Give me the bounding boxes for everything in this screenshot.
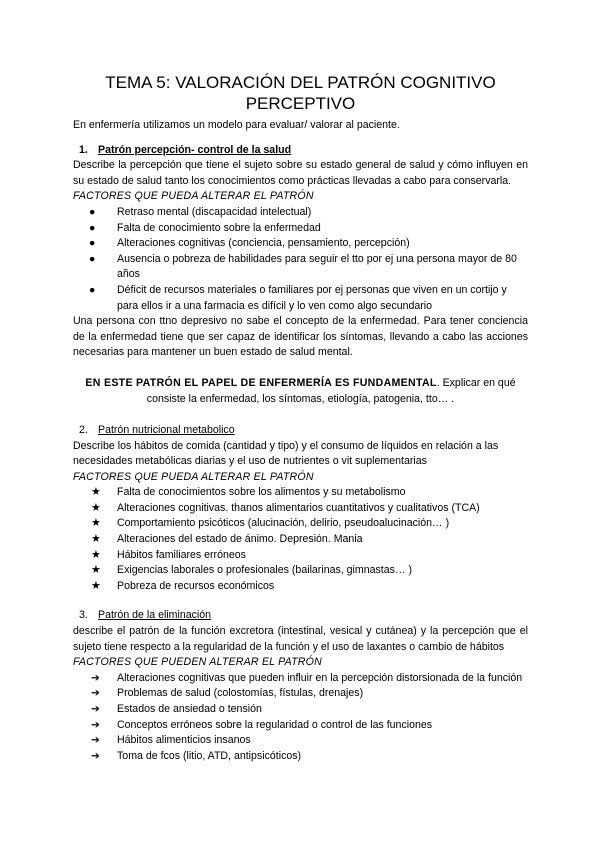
section-3-factors-heading: FACTORES QUE PUEDEN ALTERAR EL PATRÓN: [73, 656, 322, 669]
arrow-icon: ➔: [91, 687, 100, 700]
list-item: ● Ausencia o pobreza de habilidades para seguir el tto por ej una persona mayor de 80 años: [89, 252, 517, 281]
star-icon: ★: [91, 564, 101, 577]
list-item: ★ Alteraciones cognitivas. thanos alimentarios cuantitativos y cualitativos (TCA): [73, 501, 528, 517]
section-1-label: Patrón percepción- control de la salud: [98, 143, 292, 156]
list-item: ★ Alteraciones del estado de ánimo. Depresión. Mania: [73, 532, 528, 548]
section-2-label: Patrón nutricional metabolico: [98, 423, 235, 436]
list-item: ➔ Problemas de salud (colostomías, fístulas, drenajes): [73, 686, 528, 702]
star-icon: ★: [91, 548, 101, 561]
list-item: ★ Falta de conocimientos sobre los alimentos y su metabolismo: [73, 485, 528, 501]
section-2-factors-list: [73, 485, 528, 594]
section-1-description: Describe la percepción que tiene el sujeto sobre su estado general de salud y cómo influyen en su estado de salud tanto los conocimientos como prácticas llevadas a cabo para conservarla.: [73, 159, 528, 187]
bullet-icon: ●: [89, 283, 96, 296]
section-2-factors-heading: FACTORES QUE PUEDA ALTERAR EL PATRÓN: [73, 470, 314, 483]
section-2-heading: [73, 423, 528, 439]
list-item: ➔ Toma de fcos (litio, ATD, antipsicóticos): [73, 749, 528, 765]
title-line-1: TEMA 5: VALORACIÓN DEL PATRÓN COGNITIVO: [105, 73, 496, 92]
section-spacer: [73, 594, 528, 608]
section-1-factors-list: [73, 205, 528, 314]
section-3-number: 3.: [79, 609, 88, 622]
emphasis-bold-text: EN ESTE PATRÓN EL PAPEL DE ENFERMERÍA ES FUNDAMENTAL: [85, 376, 437, 389]
emphasis-rest-text: . Explicar en qué: [436, 376, 516, 389]
title-line-2: PERCEPTIVO: [245, 94, 356, 113]
section-3-description: describe el patrón de la función excretora (intestinal, vesical y cutánea) y la percepción que el sujeto tiene respecto a la regularidad de la función y el uso de laxantes o cambio de hábitos: [73, 625, 528, 653]
intro-paragraph: En enfermería utilizamos un modelo para evaluar/ valorar al paciente.: [73, 119, 400, 131]
arrow-icon: ➔: [91, 671, 100, 684]
bullet-icon: ●: [89, 252, 96, 265]
star-icon: ★: [91, 501, 101, 514]
section-3-heading: [73, 608, 528, 624]
list-item: ● Falta de conocimiento sobre la enfermedad: [73, 221, 528, 237]
bullet-icon: ●: [89, 237, 96, 250]
list-item: ● Déficit de recursos materiales o familiares por ej personas que viven en un cortijo y para ellos ir a una farmacia es difícil y lo ven como algo secundario: [89, 283, 507, 312]
section-2-number: 2.: [79, 423, 88, 436]
star-icon: ★: [91, 533, 101, 546]
emphasis-line-2: consiste la enfermedad, los síntomas, etiología, patogenia, tto… .: [146, 392, 455, 405]
list-item: ★ Comportamiento psicóticos (alucinación, delirio, pseudoalucinación… ): [73, 516, 528, 532]
bullet-icon: ●: [89, 205, 96, 218]
section-3-factors-list: [73, 671, 528, 765]
section-1-number: 1.: [79, 143, 88, 156]
section-1-factors-heading: FACTORES QUE PUEDA ALTERAR EL PATRÓN: [73, 190, 314, 203]
section-1-paragraph: Una persona con ttno depresivo no sabe el concepto de la enfermedad. Para tener conciencia de la enfermedad tiene que ser capaz de identificar los síntomas, llevando a cabo las acciones necesarias para mantener un buen estado de salud mental.: [73, 315, 528, 359]
arrow-icon: ➔: [91, 718, 100, 731]
list-item: ★ Pobreza de recursos económicos: [73, 579, 528, 595]
list-item: ★ Hábitos familiares erróneos: [73, 548, 528, 564]
list-item: ● Retraso mental (discapacidad intelectual): [73, 205, 528, 221]
section-3-label: Patrón de la eliminación: [98, 609, 212, 622]
page-title: [73, 72, 528, 114]
list-item: ➔ Conceptos erróneos sobre la regularidad o control de las funciones: [73, 718, 528, 734]
star-icon: ★: [91, 517, 101, 530]
arrow-icon: ➔: [91, 703, 100, 715]
star-icon: ★: [91, 579, 101, 592]
star-icon: ★: [91, 486, 101, 499]
bullet-icon: ●: [89, 221, 96, 234]
list-item: ★ Exigencias laborales o profesionales (bailarinas, gimnastas… ): [73, 563, 528, 579]
emphasis-line-1: [73, 375, 528, 391]
list-item: ● Alteraciones cognitivas (conciencia, pensamiento, percepción): [73, 236, 528, 252]
list-item: ➔ Estados de ansiedad o tensión: [73, 702, 528, 718]
arrow-icon: ➔: [91, 749, 100, 762]
arrow-icon: ➔: [91, 734, 100, 747]
list-item: ➔ Hábitos alimenticios insanos: [73, 733, 528, 749]
emphasis-block: [73, 375, 528, 407]
section-2-description: Describe los hábitos de comida (cantidad y tipo) y el consumo de líquidos en relación a las necesidades metabólicas diarias y el uso de nutrientes o vit suplementarias: [73, 439, 499, 468]
section-1-heading: [73, 143, 528, 159]
list-item: ➔ Alteraciones cognitivas que pueden influir en la percepción distorsionada de la función: [73, 671, 528, 687]
